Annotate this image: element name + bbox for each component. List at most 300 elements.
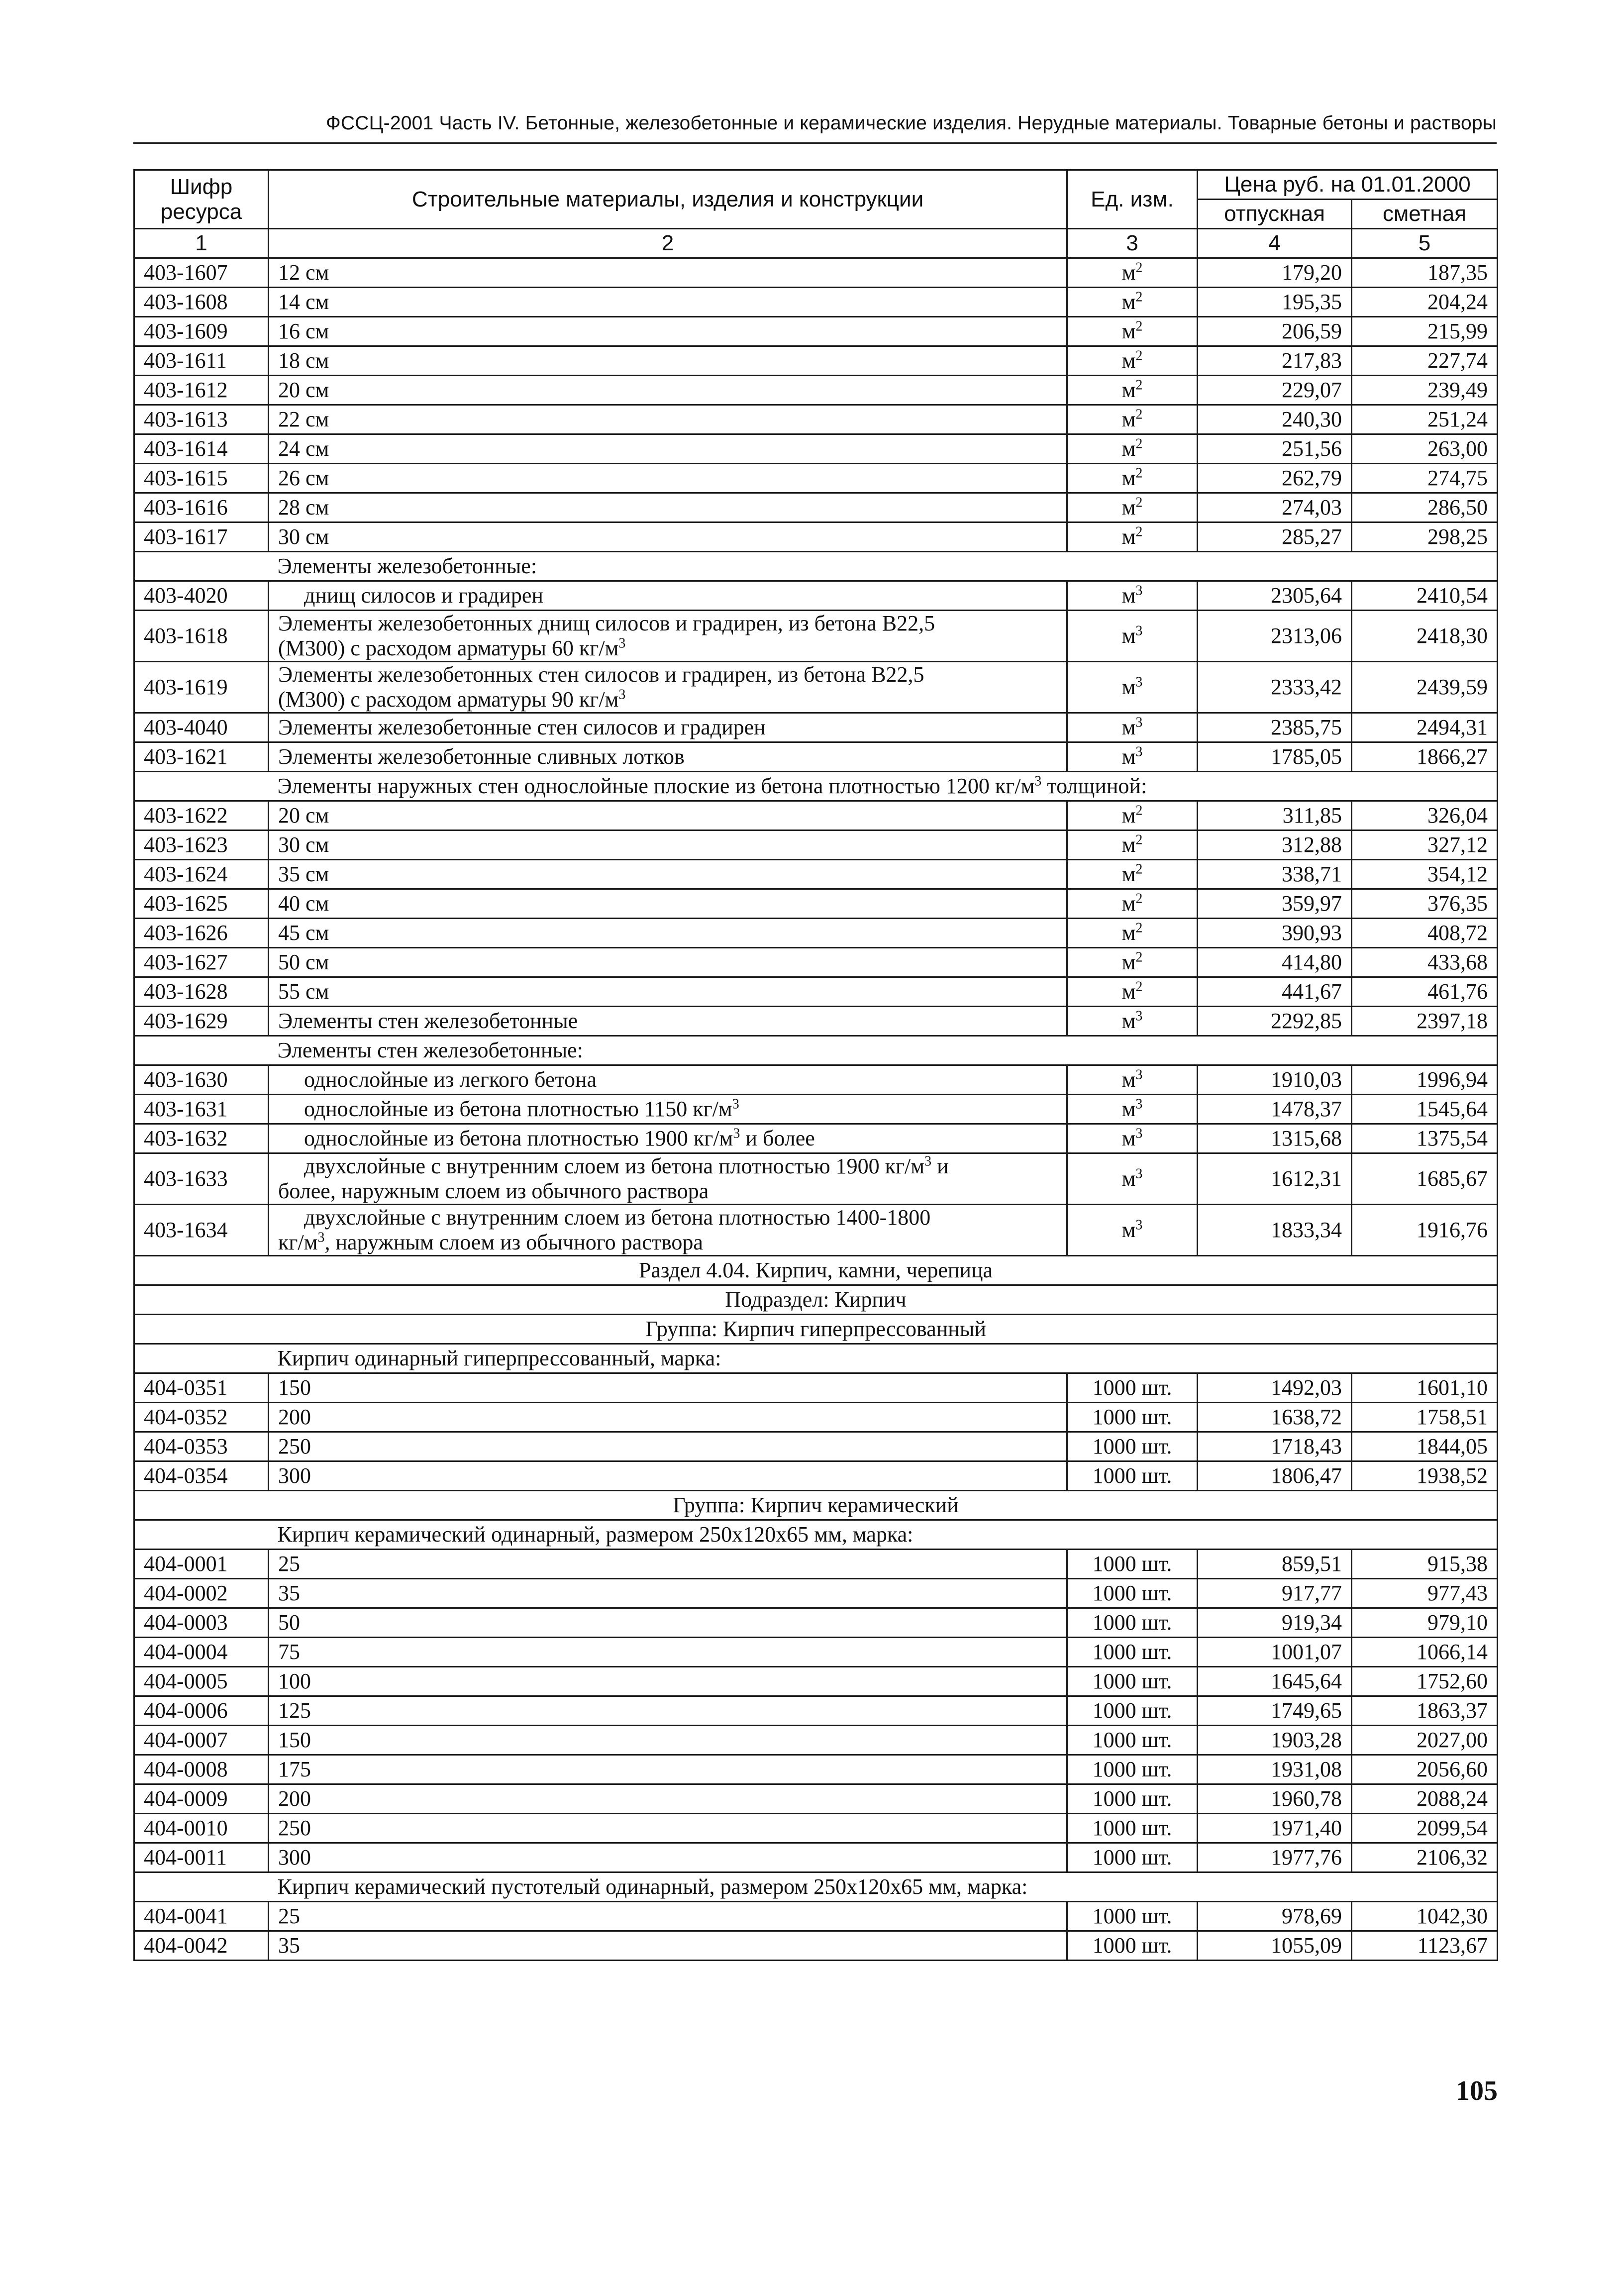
estimate-price: 1123,67 — [1352, 1931, 1498, 1961]
resource-code: 404-0011 — [134, 1843, 269, 1872]
group-heading-text: толщиной: — [1041, 774, 1147, 798]
material-name-text: 24 см — [278, 436, 329, 461]
unit-cell — [1067, 830, 1198, 860]
table-row — [134, 1205, 1498, 1256]
table-row — [134, 1784, 1498, 1814]
resource-code: 403-1629 — [134, 1007, 269, 1036]
material-name — [269, 860, 1067, 889]
table-row — [134, 464, 1498, 493]
table-row — [134, 1153, 1498, 1205]
group-heading-row — [134, 1872, 1498, 1902]
table-row — [134, 889, 1498, 919]
estimate-price: 1844,05 — [1352, 1432, 1498, 1461]
unit-text: м — [1121, 891, 1136, 916]
material-name-text: 250 — [278, 1434, 311, 1458]
col-header-name: Строительные материалы, изделия и конструкции — [269, 170, 1067, 229]
material-name — [269, 801, 1067, 830]
material-name-text: Элементы железобетонные стен силосов и градирен — [278, 715, 766, 739]
material-name — [269, 376, 1067, 405]
material-name — [269, 1432, 1067, 1461]
unit-text: 1000 шт. — [1092, 1816, 1172, 1840]
estimate-price: 433,68 — [1352, 948, 1498, 977]
material-name-text: 35 — [278, 1933, 300, 1958]
unit-text: м — [1121, 583, 1136, 608]
estimate-price: 1042,30 — [1352, 1902, 1498, 1931]
release-price: 1785,05 — [1198, 742, 1352, 772]
estimate-price: 376,35 — [1352, 889, 1498, 919]
unit-cell — [1067, 1461, 1198, 1491]
col-header-unit: Ед. изм. — [1067, 170, 1198, 229]
material-name-text: двухслойные с внутренним слоем из бетона плотностью 1400-1800 — [304, 1205, 931, 1230]
superscript: 2 — [1135, 524, 1143, 540]
table-row — [134, 742, 1498, 772]
resource-code: 404-0352 — [134, 1403, 269, 1432]
release-price: 978,69 — [1198, 1902, 1352, 1931]
estimate-price: 354,12 — [1352, 860, 1498, 889]
unit-cell — [1067, 1843, 1198, 1872]
estimate-price: 1601,10 — [1352, 1373, 1498, 1403]
estimate-price: 977,43 — [1352, 1579, 1498, 1608]
unit-cell — [1067, 1726, 1198, 1755]
material-name — [269, 1579, 1067, 1608]
resource-code: 404-0004 — [134, 1638, 269, 1667]
group-heading-text: Кирпич одинарный гиперпрессованный, марка: — [277, 1346, 721, 1370]
release-price: 1315,68 — [1198, 1124, 1352, 1153]
group-heading-text: Кирпич керамический одинарный, размером 250х120х65 мм, марка: — [277, 1522, 914, 1547]
unit-text: м — [1121, 466, 1136, 490]
group-row — [134, 1315, 1498, 1344]
group-title: Группа: Кирпич гиперпрессованный — [134, 1315, 1498, 1344]
unit-cell — [1067, 1902, 1198, 1931]
col-header-release: отпускная — [1198, 200, 1352, 229]
unit-text: м — [1121, 1166, 1136, 1191]
unit-cell — [1067, 493, 1198, 522]
estimate-price: 2088,24 — [1352, 1784, 1498, 1814]
release-price: 195,35 — [1198, 288, 1352, 317]
material-name-text: однослойные из бетона плотностью 1150 кг/м — [304, 1097, 732, 1121]
resource-code: 403-1628 — [134, 977, 269, 1007]
unit-cell — [1067, 742, 1198, 772]
material-name-text: 16 см — [278, 319, 329, 343]
material-name — [269, 522, 1067, 552]
resource-code: 403-1627 — [134, 948, 269, 977]
release-price: 311,85 — [1198, 801, 1352, 830]
group-row — [134, 1491, 1498, 1520]
resource-code: 403-4020 — [134, 581, 269, 611]
material-name — [269, 434, 1067, 464]
material-name — [269, 1608, 1067, 1638]
unit-text: м — [1121, 1009, 1136, 1033]
material-name — [269, 1755, 1067, 1784]
resource-code: 403-1609 — [134, 317, 269, 346]
table-row — [134, 434, 1498, 464]
material-name-text: 14 см — [278, 290, 329, 314]
unit-cell — [1067, 801, 1198, 830]
resource-code: 403-1621 — [134, 742, 269, 772]
table-row — [134, 288, 1498, 317]
empty-cell — [134, 772, 269, 801]
resource-code: 404-0006 — [134, 1696, 269, 1726]
estimate-price: 1545,64 — [1352, 1095, 1498, 1124]
superscript: 3 — [1135, 583, 1143, 599]
unit-cell — [1067, 581, 1198, 611]
superscript: 3 — [618, 687, 626, 703]
release-price: 179,20 — [1198, 258, 1352, 288]
table-row — [134, 662, 1498, 713]
material-name — [269, 1667, 1067, 1696]
col-number: 1 — [134, 229, 269, 258]
unit-text: м — [1121, 675, 1136, 699]
table-row — [134, 919, 1498, 948]
unit-cell — [1067, 1755, 1198, 1784]
table-row — [134, 801, 1498, 830]
unit-text: 1000 шт. — [1092, 1933, 1172, 1958]
resource-code: 403-1618 — [134, 611, 269, 662]
estimate-price: 1758,51 — [1352, 1403, 1498, 1432]
table-row — [134, 1095, 1498, 1124]
unit-cell — [1067, 405, 1198, 434]
release-price: 1910,03 — [1198, 1065, 1352, 1095]
unit-text: м — [1121, 715, 1136, 739]
resource-code: 404-0042 — [134, 1931, 269, 1961]
resource-code: 403-1612 — [134, 376, 269, 405]
resource-code: 404-0041 — [134, 1902, 269, 1931]
material-name-text: 300 — [278, 1463, 311, 1488]
estimate-price: 1375,54 — [1352, 1124, 1498, 1153]
release-price: 1492,03 — [1198, 1373, 1352, 1403]
table-row — [134, 1579, 1498, 1608]
release-price: 359,97 — [1198, 889, 1352, 919]
release-price: 919,34 — [1198, 1608, 1352, 1638]
material-name — [269, 1931, 1067, 1961]
header-rule — [133, 142, 1497, 144]
group-heading-row — [134, 772, 1498, 801]
unit-text: м — [1121, 290, 1136, 314]
unit-cell — [1067, 288, 1198, 317]
estimate-price: 1866,27 — [1352, 742, 1498, 772]
superscript: 3 — [1135, 744, 1143, 760]
material-name — [269, 1065, 1067, 1095]
release-price: 229,07 — [1198, 376, 1352, 405]
group-heading — [269, 1344, 1498, 1373]
estimate-price: 1752,60 — [1352, 1667, 1498, 1696]
material-name-text: кг/м — [278, 1230, 318, 1254]
superscript: 2 — [1135, 920, 1143, 936]
superscript: 3 — [732, 1096, 739, 1112]
material-name-text: более, наружным слоем из обычного раствора — [278, 1179, 709, 1203]
group-heading — [269, 1036, 1498, 1065]
col-header-estimate: сметная — [1352, 200, 1498, 229]
material-name-text: 175 — [278, 1757, 311, 1781]
group-heading-row — [134, 1520, 1498, 1550]
unit-cell — [1067, 713, 1198, 742]
resource-code: 404-0008 — [134, 1755, 269, 1784]
estimate-price: 1863,37 — [1352, 1696, 1498, 1726]
table-row — [134, 1843, 1498, 1872]
material-name — [269, 611, 1067, 662]
unit-cell — [1067, 948, 1198, 977]
material-name-text: и более — [740, 1126, 815, 1150]
superscript: 3 — [317, 1230, 325, 1245]
unit-text: м — [1121, 378, 1136, 402]
unit-cell — [1067, 1205, 1198, 1256]
release-price: 441,67 — [1198, 977, 1352, 1007]
release-price: 285,27 — [1198, 522, 1352, 552]
table-row — [134, 1065, 1498, 1095]
superscript: 3 — [1135, 1166, 1143, 1182]
material-name — [269, 1550, 1067, 1579]
material-name-text: однослойные из бетона плотностью 1900 кг/м — [304, 1126, 733, 1150]
material-name-text: (М300) с расходом арматуры 90 кг/м — [278, 687, 619, 712]
material-name — [269, 493, 1067, 522]
unit-text: м — [1121, 744, 1136, 769]
unit-text: м — [1121, 1126, 1136, 1150]
release-price: 1749,65 — [1198, 1696, 1352, 1726]
material-name-text: 50 — [278, 1610, 300, 1635]
release-price: 1806,47 — [1198, 1461, 1352, 1491]
resource-code: 403-1608 — [134, 288, 269, 317]
material-name — [269, 1205, 1067, 1256]
material-name-text: Элементы железобетонных днищ силосов и градирен, из бетона В22,5 — [278, 611, 935, 635]
estimate-price: 1996,94 — [1352, 1065, 1498, 1095]
unit-text: 1000 шт. — [1092, 1669, 1172, 1693]
unit-cell — [1067, 1065, 1198, 1095]
superscript: 3 — [1135, 1008, 1143, 1024]
unit-cell — [1067, 860, 1198, 889]
material-name-text: 150 — [278, 1728, 311, 1752]
resource-code: 404-0001 — [134, 1550, 269, 1579]
group-heading — [269, 552, 1498, 581]
resource-code: 403-1614 — [134, 434, 269, 464]
group-heading-text: Элементы стен железобетонные: — [277, 1038, 583, 1062]
superscript: 2 — [1135, 495, 1143, 511]
superscript: 2 — [1135, 979, 1143, 995]
subsec-title: Подраздел: Кирпич — [134, 1285, 1498, 1315]
material-name-text: 25 — [278, 1552, 300, 1576]
estimate-price: 274,75 — [1352, 464, 1498, 493]
material-name-text: 100 — [278, 1669, 311, 1693]
unit-text: 1000 шт. — [1092, 1463, 1172, 1488]
unit-cell — [1067, 258, 1198, 288]
unit-text: 1000 шт. — [1092, 1610, 1172, 1635]
resource-code: 403-1634 — [134, 1205, 269, 1256]
superscript: 2 — [1135, 260, 1143, 276]
estimate-price: 327,12 — [1352, 830, 1498, 860]
unit-cell — [1067, 434, 1198, 464]
group-heading — [269, 772, 1498, 801]
estimate-price: 2056,60 — [1352, 1755, 1498, 1784]
release-price: 859,51 — [1198, 1550, 1352, 1579]
resource-code: 404-0002 — [134, 1579, 269, 1608]
material-name-text: , наружным слоем из обычного раствора — [324, 1230, 703, 1254]
resource-code: 404-0010 — [134, 1814, 269, 1843]
superscript: 3 — [1135, 1096, 1143, 1112]
unit-text: м — [1121, 407, 1136, 431]
material-name-text: 25 — [278, 1904, 300, 1928]
material-name-text: 50 см — [278, 950, 329, 974]
material-name — [269, 977, 1067, 1007]
table-row — [134, 1007, 1498, 1036]
unit-text: м — [1121, 319, 1136, 343]
release-price: 1645,64 — [1198, 1667, 1352, 1696]
release-price: 1478,37 — [1198, 1095, 1352, 1124]
resource-code: 404-0354 — [134, 1461, 269, 1491]
estimate-price: 326,04 — [1352, 801, 1498, 830]
material-name — [269, 1373, 1067, 1403]
col-number: 2 — [269, 229, 1067, 258]
unit-cell — [1067, 662, 1198, 713]
estimate-price: 1066,14 — [1352, 1638, 1498, 1667]
unit-text: м — [1121, 623, 1136, 648]
superscript: 2 — [1135, 348, 1143, 364]
resource-code: 403-1631 — [134, 1095, 269, 1124]
material-name — [269, 317, 1067, 346]
unit-cell — [1067, 977, 1198, 1007]
release-price: 338,71 — [1198, 860, 1352, 889]
material-name-line — [278, 1154, 1057, 1179]
resource-code: 403-1626 — [134, 919, 269, 948]
section-row — [134, 1256, 1498, 1285]
unit-text: 1000 шт. — [1092, 1405, 1172, 1429]
material-name-text: Элементы железобетонных стен силосов и градирен, из бетона В22,5 — [278, 662, 924, 687]
group-heading-row — [134, 1036, 1498, 1065]
table-row — [134, 948, 1498, 977]
material-name — [269, 1726, 1067, 1755]
estimate-price: 915,38 — [1352, 1550, 1498, 1579]
table-row — [134, 1726, 1498, 1755]
estimate-price: 408,72 — [1352, 919, 1498, 948]
material-name-text: и — [931, 1154, 949, 1178]
table-row — [134, 1902, 1498, 1931]
resource-code: 404-0007 — [134, 1726, 269, 1755]
unit-cell — [1067, 919, 1198, 948]
estimate-price: 286,50 — [1352, 493, 1498, 522]
table-row — [134, 317, 1498, 346]
material-name-text: 26 см — [278, 466, 329, 490]
unit-cell — [1067, 889, 1198, 919]
superscript: 3 — [618, 635, 626, 651]
unit-cell — [1067, 1579, 1198, 1608]
material-name-line — [278, 662, 1057, 687]
unit-text: 1000 шт. — [1092, 1640, 1172, 1664]
material-name-text: 20 см — [278, 378, 329, 402]
group-heading — [269, 1872, 1498, 1902]
unit-text: м — [1121, 950, 1136, 974]
release-price: 2313,06 — [1198, 611, 1352, 662]
material-name-text: 18 см — [278, 348, 329, 373]
resource-code: 403-1613 — [134, 405, 269, 434]
material-name — [269, 258, 1067, 288]
resource-code: 403-1611 — [134, 346, 269, 376]
material-name-text: 12 см — [278, 260, 329, 285]
material-name-text: 20 см — [278, 803, 329, 828]
superscript: 2 — [1135, 861, 1143, 877]
material-name — [269, 1403, 1067, 1432]
unit-text: м — [1121, 862, 1136, 886]
resource-code: 403-1632 — [134, 1124, 269, 1153]
material-name-text: 28 см — [278, 495, 329, 519]
material-name-line — [278, 636, 1057, 661]
release-price: 1001,07 — [1198, 1638, 1352, 1667]
material-name — [269, 464, 1067, 493]
unit-cell — [1067, 317, 1198, 346]
table-row — [134, 376, 1498, 405]
group-heading-row — [134, 552, 1498, 581]
superscript: 2 — [1135, 465, 1143, 481]
unit-text: м — [1121, 832, 1136, 857]
release-price: 390,93 — [1198, 919, 1352, 948]
unit-text: 1000 шт. — [1092, 1845, 1172, 1869]
estimate-price: 461,76 — [1352, 977, 1498, 1007]
release-price: 262,79 — [1198, 464, 1352, 493]
col-number: 3 — [1067, 229, 1198, 258]
material-name-text: 150 — [278, 1375, 311, 1400]
material-name-text: 30 см — [278, 832, 329, 857]
unit-cell — [1067, 611, 1198, 662]
material-name — [269, 346, 1067, 376]
group-heading-text: Кирпич керамический пустотелый одинарный, размером 250х120х65 мм, марка: — [277, 1874, 1028, 1899]
superscript: 3 — [1135, 1126, 1143, 1141]
estimate-price: 2494,31 — [1352, 713, 1498, 742]
resource-code: 403-1625 — [134, 889, 269, 919]
estimate-price: 204,24 — [1352, 288, 1498, 317]
table-row — [134, 1461, 1498, 1491]
release-price: 2333,42 — [1198, 662, 1352, 713]
unit-cell — [1067, 1608, 1198, 1638]
group-heading-text: Элементы железобетонные: — [277, 554, 537, 578]
unit-text: м — [1121, 1097, 1136, 1121]
release-price: 217,83 — [1198, 346, 1352, 376]
release-price: 1638,72 — [1198, 1403, 1352, 1432]
superscript: 3 — [1034, 773, 1042, 789]
resource-code: 403-1633 — [134, 1153, 269, 1205]
release-price: 274,03 — [1198, 493, 1352, 522]
material-name-text: Элементы стен железобетонные — [278, 1009, 578, 1033]
section-title: Раздел 4.04. Кирпич, камни, черепица — [134, 1256, 1498, 1285]
table-row — [134, 713, 1498, 742]
table-row — [134, 1931, 1498, 1961]
group-heading-row — [134, 1344, 1498, 1373]
unit-cell — [1067, 464, 1198, 493]
material-name-text: 30 см — [278, 524, 329, 549]
table-row — [134, 1814, 1498, 1843]
release-price: 414,80 — [1198, 948, 1352, 977]
resource-code: 403-1616 — [134, 493, 269, 522]
empty-cell — [134, 1520, 269, 1550]
material-name-text: 35 см — [278, 862, 329, 886]
unit-text: м — [1121, 1218, 1136, 1242]
empty-cell — [134, 1872, 269, 1902]
release-price: 1718,43 — [1198, 1432, 1352, 1461]
estimate-price: 263,00 — [1352, 434, 1498, 464]
resource-code: 403-1617 — [134, 522, 269, 552]
unit-text: м — [1121, 524, 1136, 549]
page-number: 105 — [1456, 2075, 1498, 2106]
material-name — [269, 1902, 1067, 1931]
unit-text: 1000 шт. — [1092, 1552, 1172, 1576]
material-name — [269, 1007, 1067, 1036]
release-price: 1960,78 — [1198, 1784, 1352, 1814]
material-name — [269, 919, 1067, 948]
table-row — [134, 1696, 1498, 1726]
unit-text: 1000 шт. — [1092, 1581, 1172, 1605]
release-price: 1833,34 — [1198, 1205, 1352, 1256]
release-price: 2385,75 — [1198, 713, 1352, 742]
material-name-line — [278, 1179, 1057, 1204]
material-name-text: 55 см — [278, 979, 329, 1004]
unit-text: м — [1121, 921, 1136, 945]
superscript: 2 — [1135, 436, 1143, 452]
